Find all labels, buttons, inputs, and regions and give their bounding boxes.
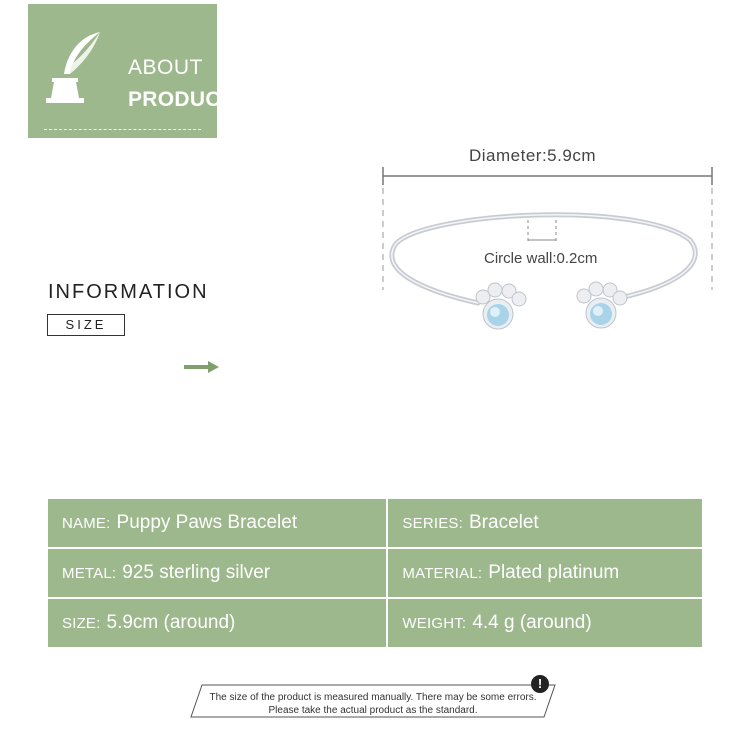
- spec-cell-name: [48, 499, 386, 547]
- spec-key: WEIGHT:: [402, 615, 467, 632]
- spec-key: METAL:: [62, 565, 117, 582]
- spec-cell-material: [388, 549, 702, 597]
- bracelet-diagram: [370, 140, 720, 350]
- about-product-badge: [28, 4, 234, 138]
- spec-cell-series: [388, 499, 702, 547]
- spec-cell-weight: [388, 599, 702, 647]
- note-line-2: Please take the actual product as the standard.: [268, 705, 478, 716]
- spec-table: [46, 497, 704, 649]
- spec-value: 925 sterling silver: [122, 562, 271, 583]
- spec-key: MATERIAL:: [402, 565, 483, 582]
- spec-key: SERIES:: [402, 515, 463, 532]
- note-line-1: The size of the product is measured manually. There may be some errors.: [209, 692, 537, 703]
- spec-cell-metal: [48, 549, 386, 597]
- spec-key: NAME:: [62, 515, 111, 532]
- spec-row: [48, 499, 702, 547]
- arrow-right-icon: [184, 360, 220, 374]
- spec-value: Plated platinum: [488, 562, 620, 583]
- spec-row: [48, 549, 702, 597]
- section-title: INFORMATION: [48, 281, 209, 303]
- spec-value: Bracelet: [469, 512, 539, 533]
- left-paw-charm: [476, 283, 526, 329]
- spec-row: [48, 599, 702, 647]
- right-paw-charm: [577, 282, 627, 328]
- spec-key: SIZE:: [62, 615, 101, 632]
- spec-value: Puppy Paws Bracelet: [116, 512, 298, 533]
- quill-inkwell-icon: [42, 30, 112, 106]
- size-tag: SIZE: [47, 314, 125, 336]
- badge-line-1: ABOUT: [128, 56, 203, 79]
- badge-divider: [44, 129, 201, 130]
- exclamation-icon: !: [531, 675, 549, 693]
- badge-line-2: PRODUCT: [128, 88, 234, 111]
- spec-value: 5.9cm (around): [106, 612, 236, 633]
- spec-cell-size: [48, 599, 386, 647]
- measurement-note: [190, 676, 556, 718]
- circle-wall-label: Circle wall:0.2cm: [484, 250, 598, 267]
- diameter-label: Diameter:5.9cm: [469, 146, 596, 165]
- spec-value: 4.4 g (around): [472, 612, 592, 633]
